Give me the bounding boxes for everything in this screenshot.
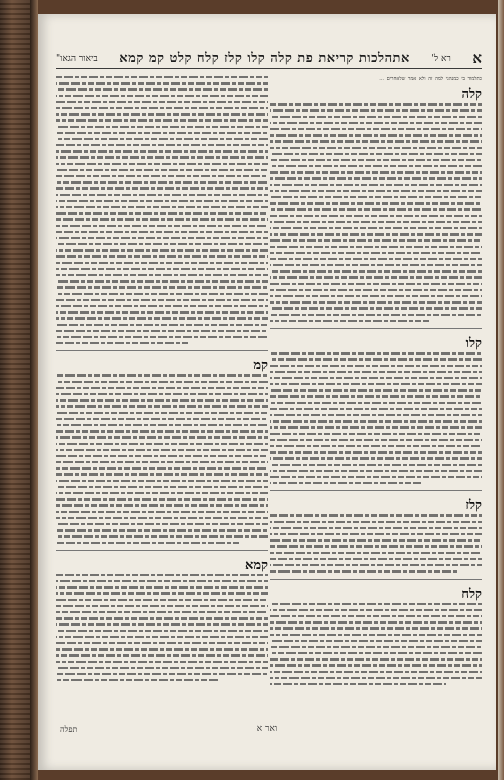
text-line xyxy=(56,82,268,84)
text-line xyxy=(270,482,421,484)
text-line xyxy=(270,389,482,391)
text-line xyxy=(56,617,268,619)
text-line xyxy=(270,177,482,179)
text-line xyxy=(56,486,268,488)
text-line xyxy=(270,414,482,416)
text-line xyxy=(56,293,268,295)
text-line xyxy=(56,218,268,220)
text-line xyxy=(270,433,482,435)
signature-mark: ואר א xyxy=(256,724,278,734)
text-line xyxy=(56,175,268,177)
text-line xyxy=(270,264,482,266)
text-line xyxy=(270,134,482,136)
text-line xyxy=(56,611,268,613)
text-line xyxy=(56,330,268,332)
text-line xyxy=(56,511,268,513)
text-line xyxy=(56,636,268,638)
text-line xyxy=(270,103,482,105)
text-line xyxy=(270,377,482,379)
text-line xyxy=(56,623,268,625)
text-line xyxy=(270,558,482,560)
text-line xyxy=(56,461,268,463)
intro-text: כתלמוד בי כמנהגי למה זה ולא אמר שלאחרים ... xyxy=(379,76,482,82)
text-line xyxy=(56,107,268,109)
text-line xyxy=(56,187,268,189)
text-line xyxy=(56,467,268,469)
section-marker-row xyxy=(270,586,482,602)
text-line xyxy=(56,113,268,115)
left-column-block xyxy=(56,557,268,682)
page-header xyxy=(56,48,482,69)
text-line xyxy=(56,88,268,90)
text-line xyxy=(270,184,482,186)
text-line xyxy=(270,352,482,354)
text-line xyxy=(56,381,268,383)
chapter-ref: רא ל' xyxy=(431,53,451,64)
text-line xyxy=(270,539,482,541)
text-line xyxy=(56,529,268,531)
text-line xyxy=(270,439,482,441)
text-line xyxy=(56,132,268,134)
text-line xyxy=(56,324,268,326)
text-line xyxy=(270,652,482,654)
text-line xyxy=(56,592,268,594)
text-line xyxy=(56,535,268,537)
text-line xyxy=(56,268,268,270)
text-line xyxy=(56,517,268,519)
text-line xyxy=(270,270,482,272)
block-divider xyxy=(270,490,482,491)
text-line xyxy=(270,233,482,235)
right-column-block xyxy=(270,586,482,686)
section-marker: קלח xyxy=(461,586,482,602)
text-line xyxy=(270,307,482,309)
text-line xyxy=(56,342,190,344)
text-line xyxy=(56,679,219,681)
text-line xyxy=(270,521,482,523)
text-line xyxy=(270,227,482,229)
text-line xyxy=(270,470,482,472)
text-line xyxy=(56,255,268,257)
text-line xyxy=(270,320,429,322)
text-line xyxy=(56,399,268,401)
text-line xyxy=(56,424,268,426)
text-line xyxy=(270,208,482,210)
right-column xyxy=(270,76,482,712)
text-line xyxy=(56,150,268,152)
text-line xyxy=(56,200,268,202)
text-line xyxy=(56,387,268,389)
text-line xyxy=(270,295,482,297)
text-line xyxy=(270,239,482,241)
text-line xyxy=(270,147,482,149)
text-line xyxy=(270,603,482,605)
block-divider xyxy=(270,328,482,329)
text-line xyxy=(56,630,268,632)
text-line xyxy=(270,640,482,642)
text-line xyxy=(270,221,482,223)
section-marker-row xyxy=(56,557,268,573)
section-marker-row xyxy=(56,357,268,373)
text-line xyxy=(56,393,268,395)
text-line xyxy=(56,412,268,414)
text-line xyxy=(270,552,482,554)
text-line xyxy=(270,365,482,367)
text-line xyxy=(270,128,482,130)
text-line xyxy=(270,451,482,453)
text-line xyxy=(270,609,482,611)
text-line xyxy=(270,289,482,291)
text-line xyxy=(270,171,482,173)
text-line xyxy=(56,436,268,438)
text-line xyxy=(56,586,268,588)
text-line xyxy=(56,311,268,313)
text-line xyxy=(270,116,482,118)
block-divider xyxy=(270,579,482,580)
text-line xyxy=(56,336,268,338)
text-line xyxy=(270,464,482,466)
text-line xyxy=(270,658,482,660)
text-line xyxy=(56,299,268,301)
text-line xyxy=(270,276,482,278)
text-line xyxy=(270,545,482,547)
text-line xyxy=(56,405,268,407)
section-marker: קלו xyxy=(465,336,482,352)
commentary-title: ביאור הגאו" xyxy=(56,53,98,64)
text-line xyxy=(270,646,482,648)
text-line xyxy=(270,395,482,397)
text-line xyxy=(270,634,482,636)
text-line xyxy=(270,301,482,303)
text-line xyxy=(56,492,268,494)
text-line xyxy=(270,252,482,254)
text-line xyxy=(56,661,268,663)
text-line xyxy=(270,420,482,422)
text-line xyxy=(56,138,268,140)
text-line xyxy=(270,159,482,161)
text-line xyxy=(270,109,482,111)
page-fore-edge xyxy=(498,0,504,780)
text-line xyxy=(56,504,268,506)
section-marker: קלה xyxy=(461,87,482,103)
text-line xyxy=(270,445,482,447)
text-line xyxy=(56,101,268,103)
left-column-block xyxy=(56,357,268,550)
text-line xyxy=(56,305,268,307)
text-line xyxy=(56,126,268,128)
text-line xyxy=(56,243,268,245)
text-line xyxy=(56,642,268,644)
section-marker: קמא xyxy=(244,557,268,573)
section-marker-row xyxy=(270,86,482,102)
text-line xyxy=(270,457,482,459)
text-line xyxy=(56,274,268,276)
text-line xyxy=(270,140,482,142)
section-marker-row xyxy=(270,497,482,513)
folio-number: א xyxy=(472,48,482,67)
text-line xyxy=(270,426,482,428)
text-line xyxy=(270,564,482,566)
text-line xyxy=(56,169,268,171)
section-marker: קמ xyxy=(253,358,268,374)
text-line xyxy=(56,673,268,675)
text-line xyxy=(56,455,268,457)
right-column-block xyxy=(270,86,482,329)
text-line xyxy=(56,574,268,576)
text-line xyxy=(56,237,268,239)
text-line xyxy=(270,476,482,478)
text-line xyxy=(270,153,482,155)
text-line xyxy=(56,231,268,233)
text-line xyxy=(56,156,268,158)
text-line xyxy=(56,430,268,432)
text-line xyxy=(270,621,482,623)
book-page xyxy=(38,14,496,770)
text-line xyxy=(270,402,482,404)
running-title: אתהלכות קריאת פת קלה קלו קלז קלח קלט קמ קמא xyxy=(119,51,410,66)
block-divider xyxy=(56,350,268,351)
text-line xyxy=(270,514,482,516)
text-line xyxy=(270,202,482,204)
text-line xyxy=(56,286,268,288)
text-line xyxy=(56,654,268,656)
text-line xyxy=(56,280,268,282)
block-divider xyxy=(56,550,268,551)
text-line xyxy=(56,225,268,227)
text-line xyxy=(56,119,268,121)
text-line xyxy=(270,677,482,679)
text-line xyxy=(56,523,268,525)
text-line xyxy=(56,181,268,183)
text-line xyxy=(270,627,482,629)
right-column-block xyxy=(270,335,482,491)
cover-edge xyxy=(30,0,38,780)
text-line xyxy=(56,206,268,208)
text-line xyxy=(56,480,268,482)
text-line xyxy=(56,76,268,78)
text-line xyxy=(270,190,482,192)
text-line xyxy=(270,671,482,673)
text-line xyxy=(270,570,459,572)
text-line xyxy=(56,249,268,251)
text-line xyxy=(56,498,268,500)
text-line xyxy=(56,599,268,601)
text-line xyxy=(270,615,482,617)
text-line xyxy=(270,215,482,217)
text-line xyxy=(56,605,268,607)
text-line xyxy=(56,580,268,582)
text-line xyxy=(270,314,482,316)
text-line xyxy=(270,533,482,535)
text-line xyxy=(270,122,482,124)
text-line xyxy=(270,196,482,198)
text-line xyxy=(56,194,268,196)
text-line xyxy=(56,418,268,420)
text-line xyxy=(56,449,268,451)
text-line xyxy=(270,358,482,360)
text-line xyxy=(270,527,482,529)
text-line xyxy=(56,374,268,376)
section-marker-row xyxy=(270,335,482,351)
left-column xyxy=(56,76,268,712)
text-line xyxy=(270,383,482,385)
book-spine xyxy=(0,0,30,780)
text-line xyxy=(56,317,268,319)
text-line xyxy=(270,258,482,260)
text-line xyxy=(56,648,268,650)
text-line xyxy=(56,163,268,165)
text-line xyxy=(56,443,268,445)
text-line xyxy=(56,212,268,214)
text-line xyxy=(270,664,482,666)
text-line xyxy=(56,144,268,146)
text-line xyxy=(270,683,446,685)
text-line xyxy=(270,246,482,248)
text-line xyxy=(56,667,268,669)
text-line xyxy=(270,283,482,285)
text-line xyxy=(56,95,268,97)
right-column-block xyxy=(270,497,482,579)
text-line xyxy=(270,371,482,373)
text-line xyxy=(56,262,268,264)
section-marker: קלז xyxy=(465,498,482,514)
text-line xyxy=(270,408,482,410)
text-line xyxy=(56,473,268,475)
text-line xyxy=(270,165,482,167)
catchword: תפלה xyxy=(60,725,78,734)
left-column-block xyxy=(56,76,268,351)
text-line xyxy=(56,542,240,544)
